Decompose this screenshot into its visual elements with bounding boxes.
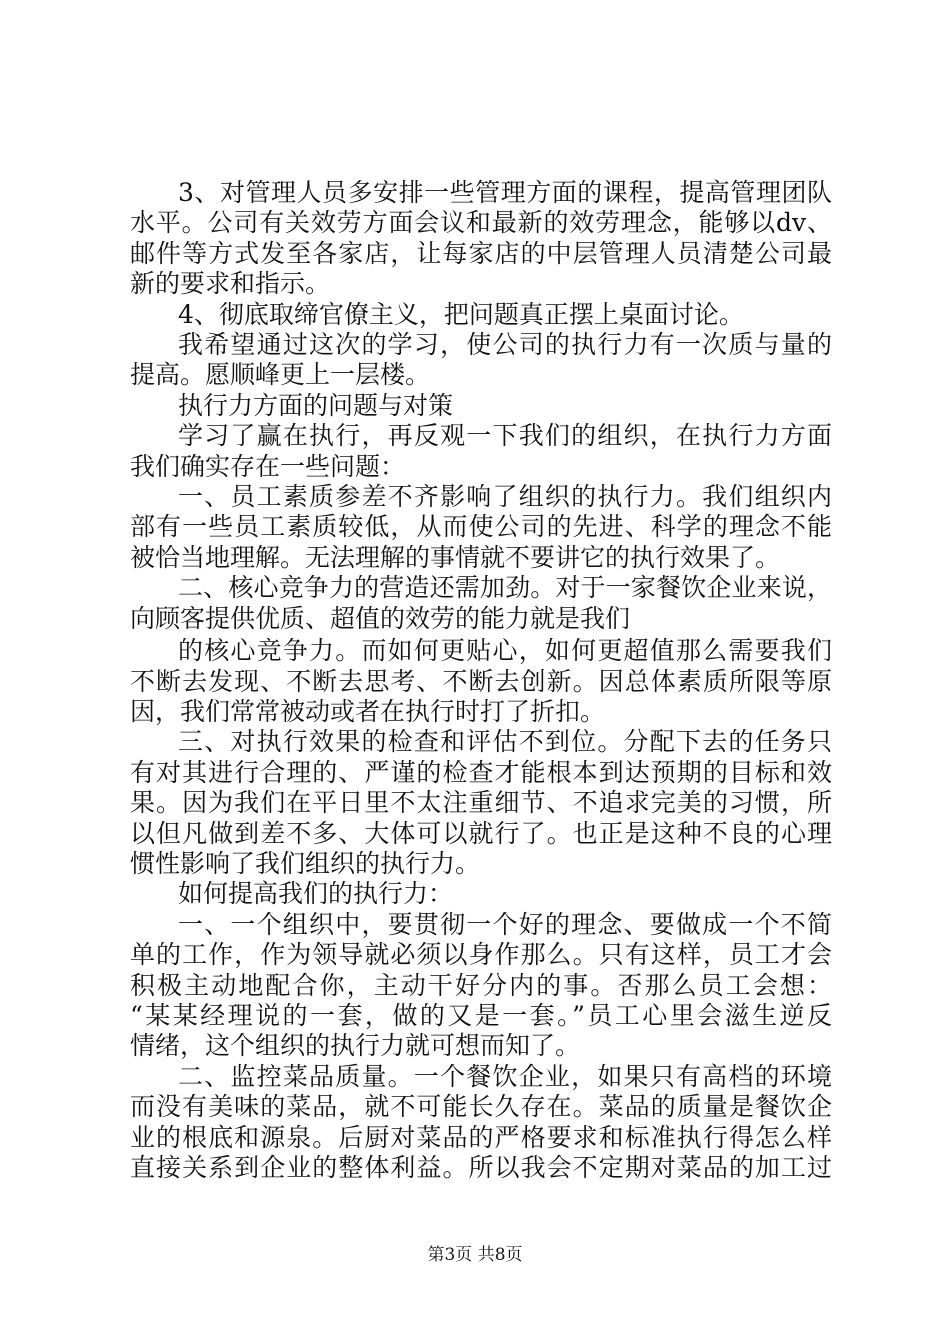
text-line: 情绪，这个组织的执行力就可想而知了。 [130,1031,581,1061]
text-line: 向顾客提供优质、超值的效劳的能力就是我们 [130,603,631,633]
text-line: 一、员工素质参差不齐影响了组织的执行力。我们组织内 [178,482,832,512]
text-line: 部有一些员工素质较低，从而使公司的先进、科学的理念不能 [130,512,832,542]
text-line: 新的要求和指示。 [130,269,331,299]
text-line: 提高。愿顺峰更上一层楼。 [130,360,431,390]
text-line: 学习了赢在执行，再反观一下我们的组织，在执行力方面 [178,421,832,451]
text-line: 一、一个组织中，要贯彻一个好的理念、要做成一个不简 [178,909,832,939]
text-line: 果。因为我们在平日里不太注重细节、不追求完美的习惯，所 [130,788,832,818]
text-line: 4、彻底取缔官僚主义，把问题真正摆上桌面讨论。 [178,299,744,329]
text-line: 因，我们常常被动或者在执行时打了折扣。 [130,696,606,726]
page-footer: 第3页 共8页 [427,1245,523,1265]
text-line: 不断去发现、不断去思考、不断去创新。因总体素质所限等原 [130,666,832,696]
text-line: 单的工作，作为领导就必须以身作那么。只有这样，员工才会 [130,940,832,970]
text-line: 以但凡做到差不多、大体可以就行了。也正是这种不良的心理 [130,818,832,848]
text-line: 惯性影响了我们组织的执行力。 [130,848,481,878]
text-line: 被恰当地理解。无法理解的事情就不要讲它的执行效果了。 [130,542,781,572]
text-line: 水平。公司有关效劳方面会议和最新的效劳理念，能够以dv、 [130,208,832,238]
text-line: 我希望通过这次的学习，使公司的执行力有一次质与量的 [178,330,832,360]
text-line: 三、对执行效果的检查和评估不到位。分配下去的任务只 [178,727,832,757]
text-line: 的核心竞争力。而如何更贴心，如何更超值那么需要我们 [178,636,832,666]
text-line: 二、核心竞争力的营造还需加劲。对于一家餐饮企业来说， [178,573,832,603]
text-line: 我们确实存在一些问题： [130,451,406,481]
text-line: 有对其进行合理的、严谨的检查才能根本到达预期的目标和效 [130,757,832,787]
text-line: “某某经理说的一套，做的又是一套。”员工心里会滋生逆反 [130,1000,832,1030]
text-line: 业的根底和源泉。后厨对菜品的严格要求和标准执行得怎么样 [130,1122,832,1152]
text-line: 二、监控菜品质量。一个餐饮企业，如果只有高档的环境 [178,1061,832,1091]
text-line: 邮件等方式发至各家店，让每家店的中层管理人员清楚公司最 [130,238,832,268]
text-line: 积极主动地配合你，主动干好分内的事。否那么员工会想： [130,970,832,1000]
text-line: 执行力方面的问题与对策 [178,390,454,420]
text-line: 而没有美味的菜品，就不可能长久存在。菜品的质量是餐饮企 [130,1092,832,1122]
document-body [130,178,832,1183]
text-line: 如何提高我们的执行力： [178,879,454,909]
text-line: 3、对管理人员多安排一些管理方面的课程，提高管理团队 [178,178,832,207]
text-line: 直接关系到企业的整体利益。所以我会不定期对菜品的加工过 [130,1153,832,1182]
